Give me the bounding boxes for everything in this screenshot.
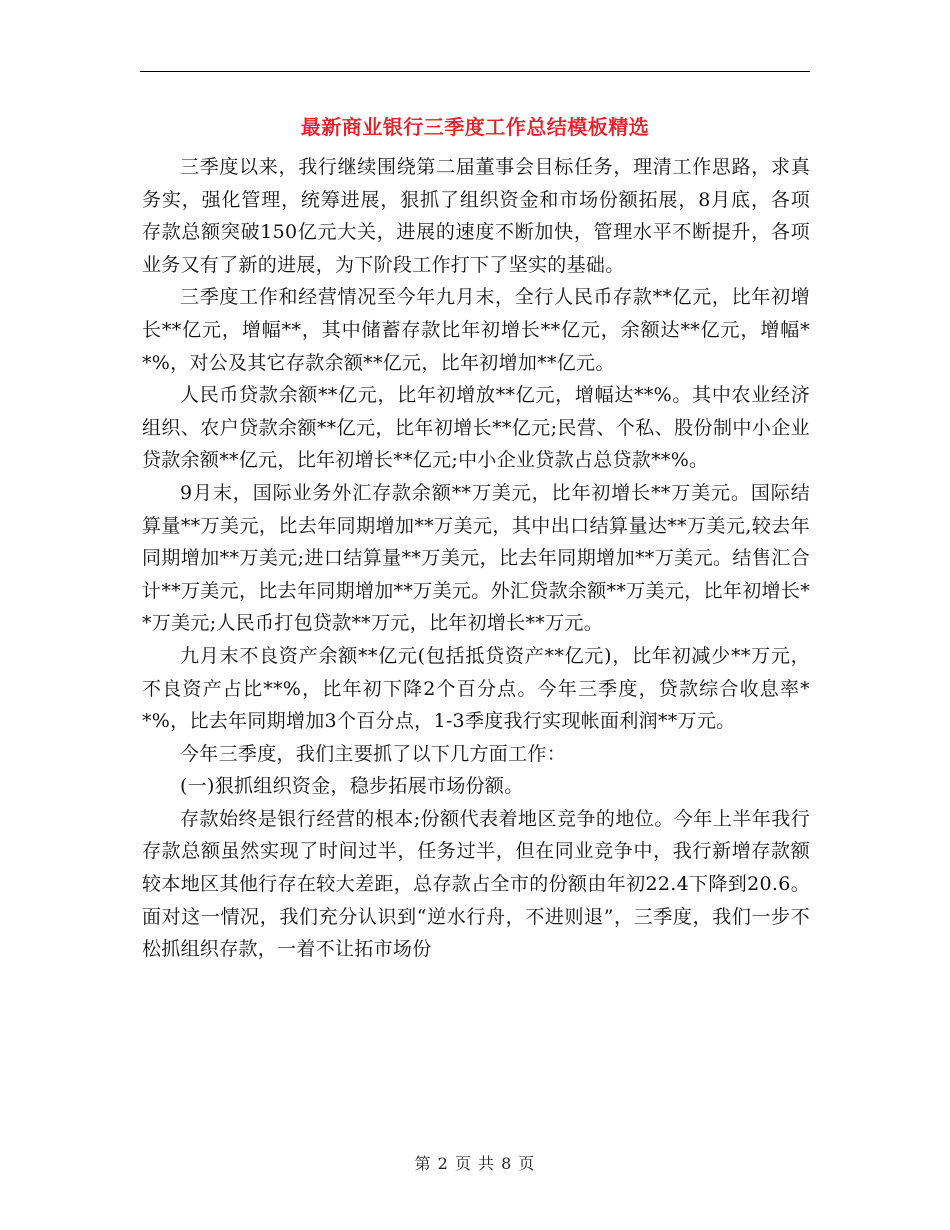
paragraph-nonperforming: 九月末不良资产余额**亿元(包括抵贷资产**亿元)，比年初减少**万元，不良资产占比**%，比年初下降2个百分点。今年三季度，贷款综合收息率**%，比去年同期增加3个百分点，1-3季度我行实现帐面利润**万元。 (142, 644, 810, 733)
paragraph-work-intro: 今年三季度，我们主要抓了以下几方面工作： (180, 742, 567, 765)
document-body (142, 151, 810, 966)
paragraph-loans: 人民币贷款余额**亿元，比年初增放**亿元，增幅达**%。其中农业经济组织、农户贷款余额**亿元，比年初增长**亿元;民营、个私、股份制中小企业贷款余额**亿元，比年初增长**亿元;中小企业贷款占总贷款**%。 (142, 384, 810, 472)
document-title: 最新商业银行三季度工作总结模板精选 (300, 115, 650, 139)
header-rule (140, 71, 810, 72)
paragraph-intro: 三季度以来，我行继续围绕第二届董事会目标任务，理清工作思路，求真务实，强化管理，统筹进展，狠抓了组织资金和市场份额拓展，8月底，各项存款总额突破150亿元大关，进展的速度不断加快，管理水平不断提升，各项业务又有了新的进展，为下阶段工作打下了坚实的基础。 (142, 156, 810, 276)
paragraph-deposit-strategy: 存款始终是银行经营的根本;份额代表着地区竞争的地位。今年上半年我行存款总额虽然实现了时间过半，任务过半，但在同业竞争中，我行新增存款额较本地区其他行存在较大差距，总存款占全市的份额由年初22.4下降到20.6。面对这一情况，我们充分认识到“逆水行舟，不进则退”，三季度，我们一步不松抓组织存款，一着不让拓市场份 (142, 807, 810, 961)
paragraph-deposits: 三季度工作和经营情况至今年九月末，全行人民币存款**亿元，比年初增长**亿元，增幅**，其中储蓄存款比年初增长**亿元，余额达**亿元，增幅**%，对公及其它存款余额**亿元，比年初增加**亿元。 (142, 286, 810, 374)
paragraph-international: 9月末，国际业务外汇存款余额**万美元，比年初增长**万美元。国际结算量**万美元，比去年同期增加**万美元，其中出口结算量达**万美元,较去年同期增加**万美元;进口结算量**万美元，比去年同期增加**万美元。结售汇合计**万美元，比去年同期增加**万美元。外汇贷款余额**万美元，比年初增长**万美元;人民币打包贷款**万元，比年初增长**万元。 (142, 481, 810, 635)
page-number-footer: 第 2 页 共 8 页 (414, 1154, 536, 1173)
section-heading-1: (一)狠抓组织资金，稳步拓展市场份额。 (180, 775, 524, 798)
